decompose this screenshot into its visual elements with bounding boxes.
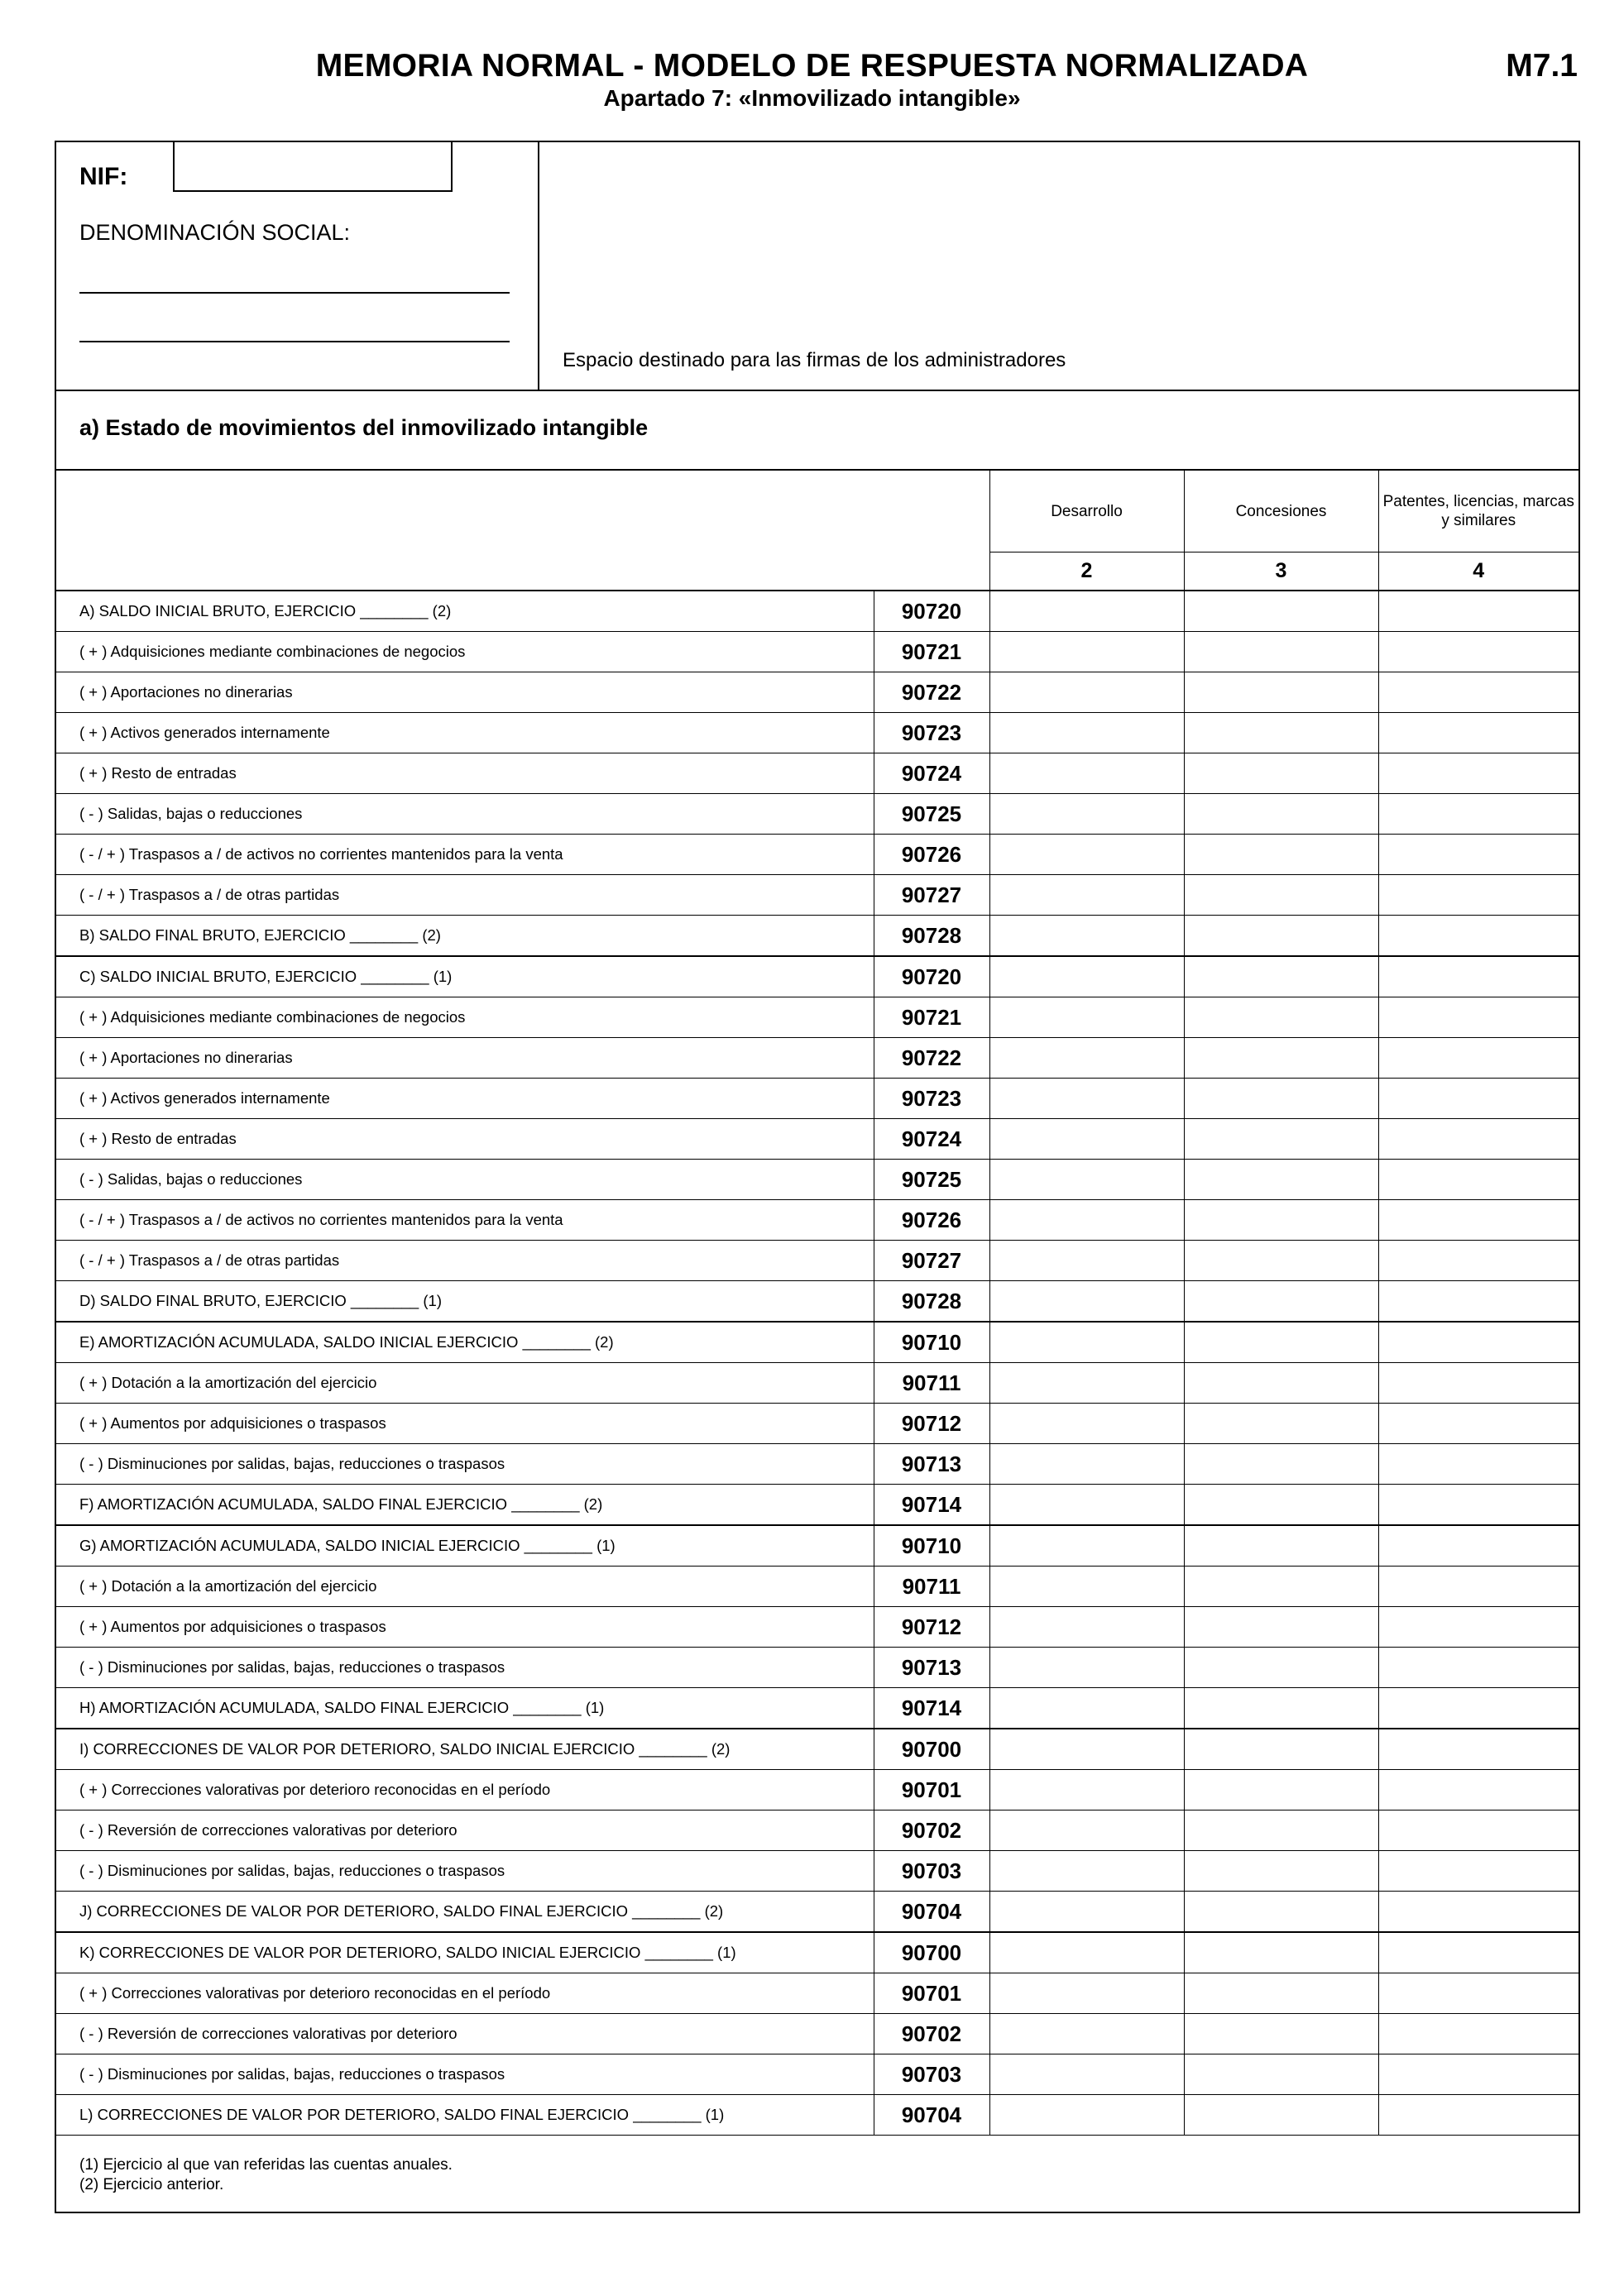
value-cell-desarrollo[interactable] — [989, 1525, 1184, 1567]
value-cell-concesiones[interactable] — [1184, 1241, 1378, 1281]
row-code: 90720 — [874, 956, 989, 997]
row-code: 90712 — [874, 1607, 989, 1648]
value-cell-patentes[interactable] — [1378, 1160, 1578, 1200]
row-label: ( - ) Reversión de correcciones valorativas por deterioro — [56, 2014, 874, 2054]
table-row — [56, 1648, 1578, 1688]
table-row — [56, 1607, 1578, 1648]
table-row — [56, 2014, 1578, 2054]
value-cell-patentes[interactable] — [1378, 1607, 1578, 1648]
value-cell-desarrollo[interactable] — [989, 835, 1184, 875]
table-row — [56, 1404, 1578, 1444]
row-code: 90722 — [874, 1038, 989, 1079]
value-cell-desarrollo[interactable] — [989, 1932, 1184, 1973]
value-cell-desarrollo[interactable] — [989, 916, 1184, 957]
row-code: 90725 — [874, 794, 989, 835]
value-cell-concesiones[interactable] — [1184, 835, 1378, 875]
value-cell-patentes[interactable] — [1378, 2095, 1578, 2136]
value-cell-desarrollo[interactable] — [989, 1200, 1184, 1241]
identification-box — [56, 142, 1578, 391]
row-code: 90721 — [874, 997, 989, 1038]
value-cell-concesiones[interactable] — [1184, 672, 1378, 713]
row-code: 90713 — [874, 1444, 989, 1485]
value-cell-patentes[interactable] — [1378, 1810, 1578, 1851]
value-cell-patentes[interactable] — [1378, 1525, 1578, 1567]
row-code: 90721 — [874, 632, 989, 672]
table-row — [56, 1038, 1578, 1079]
value-cell-patentes[interactable] — [1378, 1932, 1578, 1973]
row-label: ( + ) Aportaciones no dinerarias — [56, 1038, 874, 1079]
value-cell-concesiones[interactable] — [1184, 1567, 1378, 1607]
row-label: H) AMORTIZACIÓN ACUMULADA, SALDO FINAL EJERCICIO ________ (1) — [56, 1688, 874, 1729]
value-cell-desarrollo[interactable] — [989, 1079, 1184, 1119]
table-row — [56, 1485, 1578, 1526]
row-code: 90724 — [874, 1119, 989, 1160]
row-label: ( - / + ) Traspasos a / de activos no corrientes mantenidos para la venta — [56, 1200, 874, 1241]
row-label: ( - ) Disminuciones por salidas, bajas, reducciones o traspasos — [56, 2054, 874, 2095]
value-cell-concesiones[interactable] — [1184, 916, 1378, 957]
table-row — [56, 1932, 1578, 1973]
column-header-concesiones: Concesiones — [1184, 471, 1378, 552]
value-cell-concesiones[interactable] — [1184, 1404, 1378, 1444]
table-row — [56, 835, 1578, 875]
value-cell-concesiones[interactable] — [1184, 875, 1378, 916]
movements-table — [56, 470, 1578, 2136]
row-label: ( - ) Reversión de correcciones valorativas por deterioro — [56, 1810, 874, 1851]
row-label: ( - ) Disminuciones por salidas, bajas, reducciones o traspasos — [56, 1444, 874, 1485]
row-code: 90727 — [874, 875, 989, 916]
row-label: ( + ) Activos generados internamente — [56, 1079, 874, 1119]
row-label: ( + ) Resto de entradas — [56, 753, 874, 794]
row-code: 90703 — [874, 1851, 989, 1892]
value-cell-concesiones[interactable] — [1184, 1119, 1378, 1160]
table-row — [56, 1810, 1578, 1851]
value-cell-desarrollo[interactable] — [989, 672, 1184, 713]
value-cell-desarrollo[interactable] — [989, 1851, 1184, 1892]
footnotes — [79, 2155, 453, 2195]
row-code: 90703 — [874, 2054, 989, 2095]
value-cell-concesiones[interactable] — [1184, 1322, 1378, 1363]
row-code: 90704 — [874, 1892, 989, 1933]
row-label: ( + ) Aumentos por adquisiciones o traspasos — [56, 1404, 874, 1444]
table-row — [56, 1567, 1578, 1607]
column-header-patentes: Patentes, licencias, marcas y similares — [1378, 471, 1578, 552]
row-label: ( + ) Activos generados internamente — [56, 713, 874, 753]
row-label: C) SALDO INICIAL BRUTO, EJERCICIO ________ (1) — [56, 956, 874, 997]
table-row — [56, 1688, 1578, 1729]
value-cell-desarrollo[interactable] — [989, 2054, 1184, 2095]
value-cell-patentes[interactable] — [1378, 916, 1578, 957]
value-cell-patentes[interactable] — [1378, 875, 1578, 916]
value-cell-patentes[interactable] — [1378, 1200, 1578, 1241]
value-cell-patentes[interactable] — [1378, 997, 1578, 1038]
header-blank-cell — [56, 471, 989, 591]
table-row — [56, 1363, 1578, 1404]
table-row — [56, 1160, 1578, 1200]
row-code: 90701 — [874, 1770, 989, 1810]
row-code: 90726 — [874, 1200, 989, 1241]
row-code: 90714 — [874, 1688, 989, 1729]
value-cell-desarrollo[interactable] — [989, 1729, 1184, 1770]
row-label: ( + ) Correcciones valorativas por deterioro reconocidas en el período — [56, 1973, 874, 2014]
value-cell-concesiones[interactable] — [1184, 1160, 1378, 1200]
table-row — [56, 875, 1578, 916]
value-cell-patentes[interactable] — [1378, 956, 1578, 997]
row-label: ( - ) Disminuciones por salidas, bajas, reducciones o traspasos — [56, 1648, 874, 1688]
table-row — [56, 794, 1578, 835]
row-label: B) SALDO FINAL BRUTO, EJERCICIO ________ (2) — [56, 916, 874, 957]
table-row — [56, 1241, 1578, 1281]
row-code: 90726 — [874, 835, 989, 875]
table-row — [56, 1973, 1578, 2014]
value-cell-concesiones[interactable] — [1184, 1729, 1378, 1770]
value-cell-patentes[interactable] — [1378, 1485, 1578, 1526]
column-number-3: 3 — [1184, 552, 1378, 591]
value-cell-concesiones[interactable] — [1184, 1892, 1378, 1933]
value-cell-patentes[interactable] — [1378, 1688, 1578, 1729]
row-code: 90720 — [874, 591, 989, 632]
row-label: K) CORRECCIONES DE VALOR POR DETERIORO, SALDO INICIAL EJERCICIO ________ (1) — [56, 1932, 874, 1973]
value-cell-desarrollo[interactable] — [989, 997, 1184, 1038]
value-cell-concesiones[interactable] — [1184, 1607, 1378, 1648]
value-cell-patentes[interactable] — [1378, 1973, 1578, 2014]
value-cell-desarrollo[interactable] — [989, 1363, 1184, 1404]
value-cell-concesiones[interactable] — [1184, 1363, 1378, 1404]
table-row — [56, 2054, 1578, 2095]
nif-input[interactable] — [173, 142, 453, 192]
row-code: 90710 — [874, 1322, 989, 1363]
value-cell-desarrollo[interactable] — [989, 632, 1184, 672]
row-label: ( + ) Adquisiciones mediante combinaciones de negocios — [56, 632, 874, 672]
value-cell-desarrollo[interactable] — [989, 1241, 1184, 1281]
table-row — [56, 753, 1578, 794]
row-label: ( - / + ) Traspasos a / de otras partidas — [56, 875, 874, 916]
value-cell-desarrollo[interactable] — [989, 1322, 1184, 1363]
value-cell-patentes[interactable] — [1378, 1567, 1578, 1607]
value-cell-concesiones[interactable] — [1184, 591, 1378, 632]
row-code: 90702 — [874, 2014, 989, 2054]
table-row — [56, 1729, 1578, 1770]
value-cell-patentes[interactable] — [1378, 1770, 1578, 1810]
value-cell-desarrollo[interactable] — [989, 1648, 1184, 1688]
value-cell-desarrollo[interactable] — [989, 1892, 1184, 1933]
value-cell-concesiones[interactable] — [1184, 1973, 1378, 2014]
section-title: a) Estado de movimientos del inmovilizado intangible — [79, 415, 649, 440]
row-label: G) AMORTIZACIÓN ACUMULADA, SALDO INICIAL EJERCICIO ________ (1) — [56, 1525, 874, 1567]
value-cell-concesiones[interactable] — [1184, 1281, 1378, 1323]
table-row — [56, 713, 1578, 753]
row-code: 90713 — [874, 1648, 989, 1688]
row-label: F) AMORTIZACIÓN ACUMULADA, SALDO FINAL EJERCICIO ________ (2) — [56, 1485, 874, 1526]
table-row — [56, 1525, 1578, 1567]
table-row — [56, 1851, 1578, 1892]
value-cell-desarrollo[interactable] — [989, 1688, 1184, 1729]
row-label: ( + ) Dotación a la amortización del ejercicio — [56, 1363, 874, 1404]
table-row — [56, 1444, 1578, 1485]
row-code: 90728 — [874, 1281, 989, 1323]
row-code: 90700 — [874, 1932, 989, 1973]
table-row — [56, 1119, 1578, 1160]
value-cell-concesiones[interactable] — [1184, 997, 1378, 1038]
value-cell-patentes[interactable] — [1378, 591, 1578, 632]
value-cell-concesiones[interactable] — [1184, 1810, 1378, 1851]
table-row — [56, 632, 1578, 672]
value-cell-desarrollo[interactable] — [989, 1444, 1184, 1485]
form-frame — [55, 141, 1580, 2213]
row-code: 90725 — [874, 1160, 989, 1200]
row-label: J) CORRECCIONES DE VALOR POR DETERIORO, SALDO FINAL EJERCICIO ________ (2) — [56, 1892, 874, 1933]
row-code: 90722 — [874, 672, 989, 713]
value-cell-patentes[interactable] — [1378, 1404, 1578, 1444]
value-cell-concesiones[interactable] — [1184, 632, 1378, 672]
value-cell-concesiones[interactable] — [1184, 1688, 1378, 1729]
value-cell-patentes[interactable] — [1378, 1038, 1578, 1079]
value-cell-concesiones[interactable] — [1184, 1525, 1378, 1567]
row-code: 90700 — [874, 1729, 989, 1770]
table-row — [56, 591, 1578, 632]
table-row — [56, 997, 1578, 1038]
form-code: M7.1 — [1506, 48, 1578, 84]
value-cell-patentes[interactable] — [1378, 632, 1578, 672]
table-row — [56, 1322, 1578, 1363]
row-code: 90711 — [874, 1567, 989, 1607]
page-subtitle: Apartado 7: «Inmovilizado intangible» — [603, 85, 1021, 111]
value-cell-desarrollo[interactable] — [989, 1770, 1184, 1810]
row-label: L) CORRECCIONES DE VALOR POR DETERIORO, SALDO FINAL EJERCICIO ________ (1) — [56, 2095, 874, 2136]
row-label: ( + ) Aumentos por adquisiciones o traspasos — [56, 1607, 874, 1648]
footnote-2: (2) Ejercicio anterior. — [79, 2176, 224, 2193]
value-cell-concesiones[interactable] — [1184, 1932, 1378, 1973]
value-cell-concesiones[interactable] — [1184, 713, 1378, 753]
value-cell-desarrollo[interactable] — [989, 1281, 1184, 1323]
table-row — [56, 1892, 1578, 1933]
row-label: D) SALDO FINAL BRUTO, EJERCICIO ________ (1) — [56, 1281, 874, 1323]
value-cell-patentes[interactable] — [1378, 1648, 1578, 1688]
value-cell-desarrollo[interactable] — [989, 1607, 1184, 1648]
value-cell-concesiones[interactable] — [1184, 1200, 1378, 1241]
table-row — [56, 1281, 1578, 1323]
row-code: 90714 — [874, 1485, 989, 1526]
value-cell-desarrollo[interactable] — [989, 956, 1184, 997]
value-cell-concesiones[interactable] — [1184, 1038, 1378, 1079]
table-row — [56, 672, 1578, 713]
row-label: ( - ) Salidas, bajas o reducciones — [56, 794, 874, 835]
row-code: 90723 — [874, 713, 989, 753]
row-label: ( - / + ) Traspasos a / de otras partidas — [56, 1241, 874, 1281]
value-cell-patentes[interactable] — [1378, 1892, 1578, 1933]
value-cell-concesiones[interactable] — [1184, 1851, 1378, 1892]
value-cell-patentes[interactable] — [1378, 1363, 1578, 1404]
value-cell-patentes[interactable] — [1378, 794, 1578, 835]
value-cell-desarrollo[interactable] — [989, 1160, 1184, 1200]
value-cell-concesiones[interactable] — [1184, 956, 1378, 997]
row-label: ( - ) Disminuciones por salidas, bajas, reducciones o traspasos — [56, 1851, 874, 1892]
row-label: ( - ) Salidas, bajas o reducciones — [56, 1160, 874, 1200]
value-cell-desarrollo[interactable] — [989, 1038, 1184, 1079]
identification-left — [56, 142, 539, 390]
table-row — [56, 1200, 1578, 1241]
value-cell-desarrollo[interactable] — [989, 1567, 1184, 1607]
row-label: ( + ) Aportaciones no dinerarias — [56, 672, 874, 713]
row-code: 90702 — [874, 1810, 989, 1851]
value-cell-concesiones[interactable] — [1184, 1648, 1378, 1688]
value-cell-concesiones[interactable] — [1184, 1770, 1378, 1810]
row-label: E) AMORTIZACIÓN ACUMULADA, SALDO INICIAL EJERCICIO ________ (2) — [56, 1322, 874, 1363]
table-row — [56, 916, 1578, 957]
column-header-desarrollo: Desarrollo — [989, 471, 1184, 552]
value-cell-concesiones[interactable] — [1184, 1444, 1378, 1485]
row-code: 90727 — [874, 1241, 989, 1281]
row-code: 90710 — [874, 1525, 989, 1567]
value-cell-patentes[interactable] — [1378, 1119, 1578, 1160]
column-number-2: 2 — [989, 552, 1184, 591]
value-cell-patentes[interactable] — [1378, 835, 1578, 875]
row-code: 90728 — [874, 916, 989, 957]
nif-label: NIF: — [79, 163, 128, 190]
row-code: 90723 — [874, 1079, 989, 1119]
signature-area-label: Espacio destinado para las firmas de los administradores — [563, 349, 1066, 371]
column-header-row — [56, 471, 1578, 552]
value-cell-desarrollo[interactable] — [989, 1485, 1184, 1526]
row-label: I) CORRECCIONES DE VALOR POR DETERIORO, SALDO INICIAL EJERCICIO ________ (2) — [56, 1729, 874, 1770]
row-code: 90724 — [874, 753, 989, 794]
value-cell-concesiones[interactable] — [1184, 753, 1378, 794]
value-cell-desarrollo[interactable] — [989, 875, 1184, 916]
table-row — [56, 1770, 1578, 1810]
value-cell-concesiones[interactable] — [1184, 1485, 1378, 1526]
row-label: A) SALDO INICIAL BRUTO, EJERCICIO ________ (2) — [56, 591, 874, 632]
footnote-1: (1) Ejercicio al que van referidas las cuentas anuales. — [79, 2156, 453, 2174]
value-cell-desarrollo[interactable] — [989, 753, 1184, 794]
page-title: MEMORIA NORMAL - MODELO DE RESPUESTA NORMALIZADA — [315, 48, 1309, 84]
value-cell-desarrollo[interactable] — [989, 713, 1184, 753]
value-cell-concesiones[interactable] — [1184, 794, 1378, 835]
value-cell-desarrollo[interactable] — [989, 1404, 1184, 1444]
column-number-4: 4 — [1378, 552, 1578, 591]
row-label: ( + ) Correcciones valorativas por deterioro reconocidas en el período — [56, 1770, 874, 1810]
row-code: 90704 — [874, 2095, 989, 2136]
value-cell-patentes[interactable] — [1378, 1322, 1578, 1363]
value-cell-desarrollo[interactable] — [989, 1119, 1184, 1160]
value-cell-concesiones[interactable] — [1184, 1079, 1378, 1119]
value-cell-patentes[interactable] — [1378, 2014, 1578, 2054]
value-cell-desarrollo[interactable] — [989, 1810, 1184, 1851]
value-cell-desarrollo[interactable] — [989, 1973, 1184, 2014]
value-cell-patentes[interactable] — [1378, 1729, 1578, 1770]
value-cell-patentes[interactable] — [1378, 1281, 1578, 1323]
value-cell-patentes[interactable] — [1378, 672, 1578, 713]
value-cell-patentes[interactable] — [1378, 753, 1578, 794]
denominacion-line-2[interactable] — [79, 341, 510, 342]
value-cell-patentes[interactable] — [1378, 1444, 1578, 1485]
row-code: 90711 — [874, 1363, 989, 1404]
value-cell-patentes[interactable] — [1378, 2054, 1578, 2095]
table-row — [56, 956, 1578, 997]
row-code: 90701 — [874, 1973, 989, 2014]
value-cell-concesiones[interactable] — [1184, 2054, 1378, 2095]
denominacion-line-1[interactable] — [79, 292, 510, 294]
value-cell-patentes[interactable] — [1378, 1851, 1578, 1892]
value-cell-concesiones[interactable] — [1184, 2095, 1378, 2136]
row-label: ( + ) Adquisiciones mediante combinaciones de negocios — [56, 997, 874, 1038]
value-cell-desarrollo[interactable] — [989, 2095, 1184, 2136]
value-cell-desarrollo[interactable] — [989, 591, 1184, 632]
table-row — [56, 1079, 1578, 1119]
value-cell-desarrollo[interactable] — [989, 794, 1184, 835]
value-cell-patentes[interactable] — [1378, 1079, 1578, 1119]
value-cell-patentes[interactable] — [1378, 713, 1578, 753]
row-code: 90712 — [874, 1404, 989, 1444]
row-label: ( + ) Dotación a la amortización del ejercicio — [56, 1567, 874, 1607]
row-label: ( + ) Resto de entradas — [56, 1119, 874, 1160]
value-cell-concesiones[interactable] — [1184, 2014, 1378, 2054]
row-label: ( - / + ) Traspasos a / de activos no corrientes mantenidos para la venta — [56, 835, 874, 875]
value-cell-desarrollo[interactable] — [989, 2014, 1184, 2054]
denominacion-label: DENOMINACIÓN SOCIAL: — [79, 220, 351, 245]
value-cell-patentes[interactable] — [1378, 1241, 1578, 1281]
table-row — [56, 2095, 1578, 2136]
